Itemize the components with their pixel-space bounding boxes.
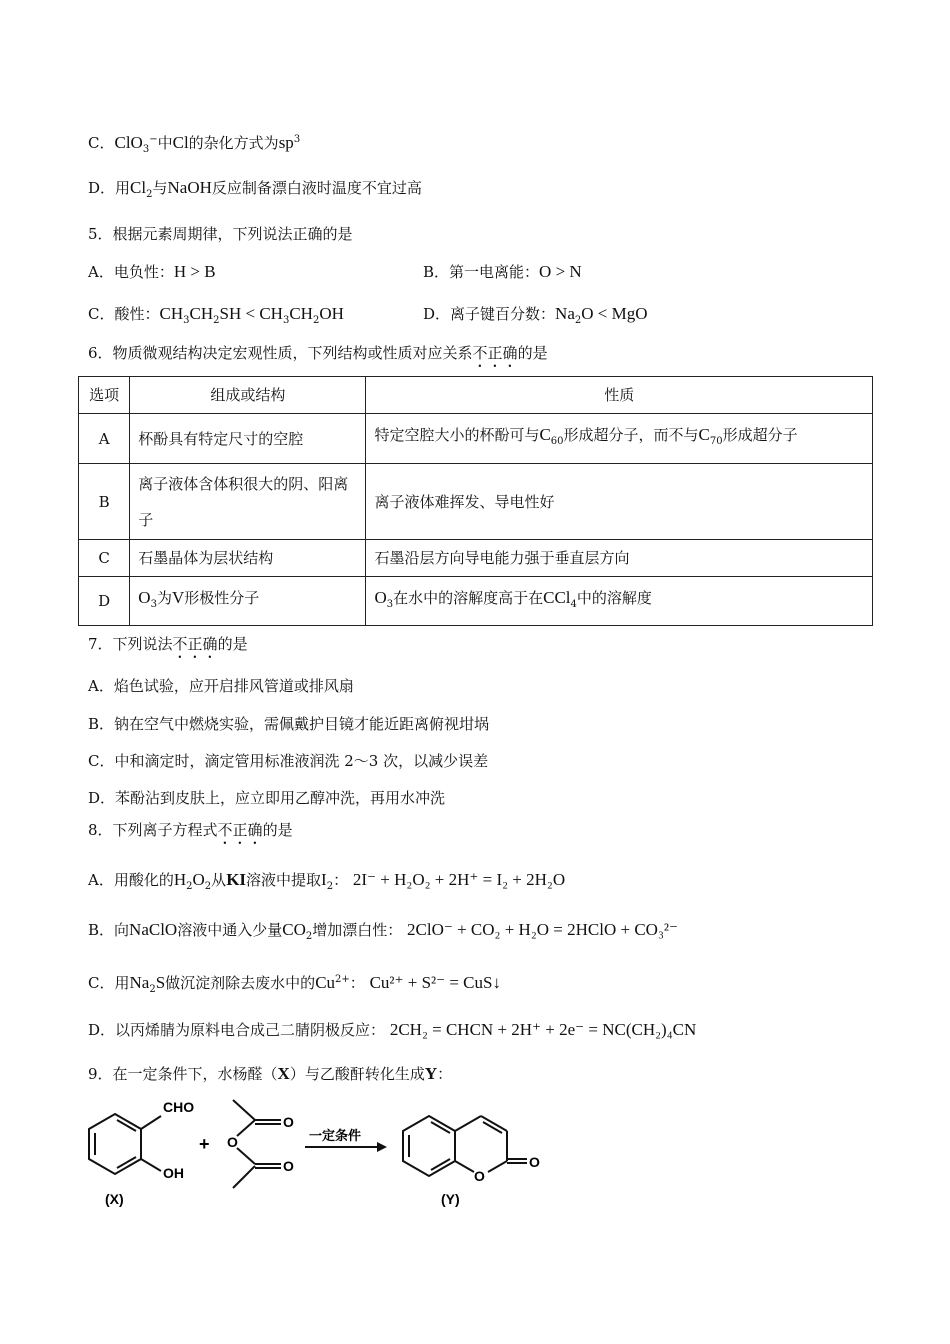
- row-structure: 杯酚具有特定尺寸的空腔: [130, 414, 366, 464]
- label-y: (Y): [441, 1191, 460, 1207]
- row-option: D: [79, 577, 130, 626]
- salicylaldehyde-structure: [89, 1114, 161, 1174]
- q7-stem: 7．下列说法不正确的是: [88, 635, 248, 653]
- q8-option-b: B．向NaClO溶液中通入少量$CO_2$增加漂白性： 2ClO⁻ + CO₂ + H₂O = 2HClO + CO₃²⁻: [88, 920, 678, 942]
- q5-option-b: B．第一电离能：O > N: [423, 262, 582, 281]
- anhydride-o-top: O: [283, 1114, 294, 1130]
- q5-option-a: A．电负性：H > B: [88, 262, 216, 281]
- condition-label: 一定条件: [309, 1128, 362, 1143]
- reaction-arrow-icon: [305, 1142, 387, 1152]
- q7-option-d: D．苯酚沾到皮肤上，应立即用乙醇冲洗，再用水冲洗: [88, 789, 446, 807]
- q6-table: [78, 376, 873, 626]
- label-x: (X): [105, 1191, 124, 1207]
- anhydride-o-bridge: O: [227, 1134, 238, 1150]
- coumarin-carbonyl-o: O: [529, 1154, 540, 1170]
- row-option: C: [79, 540, 130, 577]
- row-structure: $O_3$为V形极性分子: [130, 577, 366, 626]
- row-property: 石墨沿层方向导电能力强于垂直层方向: [366, 540, 873, 577]
- row-option: B: [79, 464, 130, 540]
- q4-option-c: C．ClO$_3$−中Cl的杂化方式为$sp^3$: [88, 133, 301, 155]
- q5-option-d: D．离子键百分数：$Na_2O$ < MgO: [423, 304, 648, 326]
- table-row: [79, 540, 873, 577]
- q9-stem: 9．在一定条件下，水杨醛（X）与乙酸酐转化生成Y：: [88, 1064, 453, 1083]
- coumarin-ring-o: O: [474, 1168, 485, 1184]
- equation: 2ClO⁻ + CO₂ + H₂O = 2HClO + CO₃²⁻: [407, 920, 678, 939]
- equation: 2CH₂ = CHCN + 2H⁺ + 2e⁻ = NC(CH₂)₄CN: [389, 1020, 697, 1039]
- coumarin-structure: [403, 1116, 527, 1176]
- q7-option-b: B．钠在空气中燃烧实验，需佩戴护目镜才能近距离俯视坩埚: [88, 715, 490, 733]
- q5-stem: 5．根据元素周期律，下列说法正确的是: [88, 225, 353, 243]
- q8-option-a: A．用酸化的$H_2O_2$从KI溶液中提取$I_2$： 2I⁻ + H₂O₂ + 2H⁺ = I₂ + 2H₂O: [88, 870, 566, 892]
- table-row: [79, 577, 873, 626]
- header-property: 性质: [366, 377, 873, 414]
- row-property: $O_3$在水中的溶解度高于在CCl$_4$中的溶解度: [366, 577, 873, 626]
- anhydride-o-bottom: O: [283, 1158, 294, 1174]
- plus-sign: +: [199, 1134, 210, 1154]
- q6-stem: 6．物质微观结构决定宏观性质，下列结构或性质对应关系不正确的是: [88, 344, 548, 362]
- header-option: 选项: [79, 377, 130, 414]
- cho-label: CHO: [163, 1099, 195, 1115]
- row-property: 离子液体难挥发、导电性好: [366, 464, 873, 540]
- row-structure: 石墨晶体为层状结构: [130, 540, 366, 577]
- q8-stem: 8．下列离子方程式不正确的是: [88, 821, 293, 839]
- acetic-anhydride-structure: [233, 1100, 281, 1188]
- equation: 2I⁻ + H₂O₂ + 2H⁺ = I₂ + 2H₂O: [352, 870, 566, 889]
- table-row: [79, 464, 873, 540]
- reaction-scheme: [85, 1092, 555, 1212]
- q7-option-c: C．中和滴定时，滴定管用标准液润洗 2～3 次，以减少误差: [88, 752, 489, 770]
- q5-option-c: C．酸性：$CH_3CH_2SH < CH_3CH_2OH$: [88, 304, 344, 326]
- q8-option-d: D．以丙烯腈为原料电合成己二腈阴极反应： 2CH₂ = CHCN + 2H⁺ + 2e⁻ = NC(CH₂)₄CN: [88, 1020, 697, 1039]
- q8-option-c: C．用$Na_2S$做沉淀剂除去废水中的$Cu^{2+}$： Cu²⁺ + S²⁻ = CuS↓: [88, 973, 501, 995]
- q4-option-d: D．用$Cl_2$与NaOH反应制备漂白液时温度不宜过高: [88, 178, 422, 200]
- equation: Cu²⁺ + S²⁻ = CuS↓: [369, 973, 501, 992]
- table-row: [79, 414, 873, 464]
- table-header-row: [79, 377, 873, 414]
- row-property: 特定空腔大小的杯酚可与$C_{60}$形成超分子，而不与$C_{70}$形成超分子: [366, 414, 873, 464]
- row-option: A: [79, 414, 130, 464]
- row-structure: 离子液体含体积很大的阴、阳离子: [130, 464, 366, 540]
- q7-option-a: A．焰色试验，应开启排风管道或排风扇: [88, 677, 354, 695]
- header-structure: 组成或结构: [130, 377, 366, 414]
- oh-label: OH: [163, 1165, 184, 1181]
